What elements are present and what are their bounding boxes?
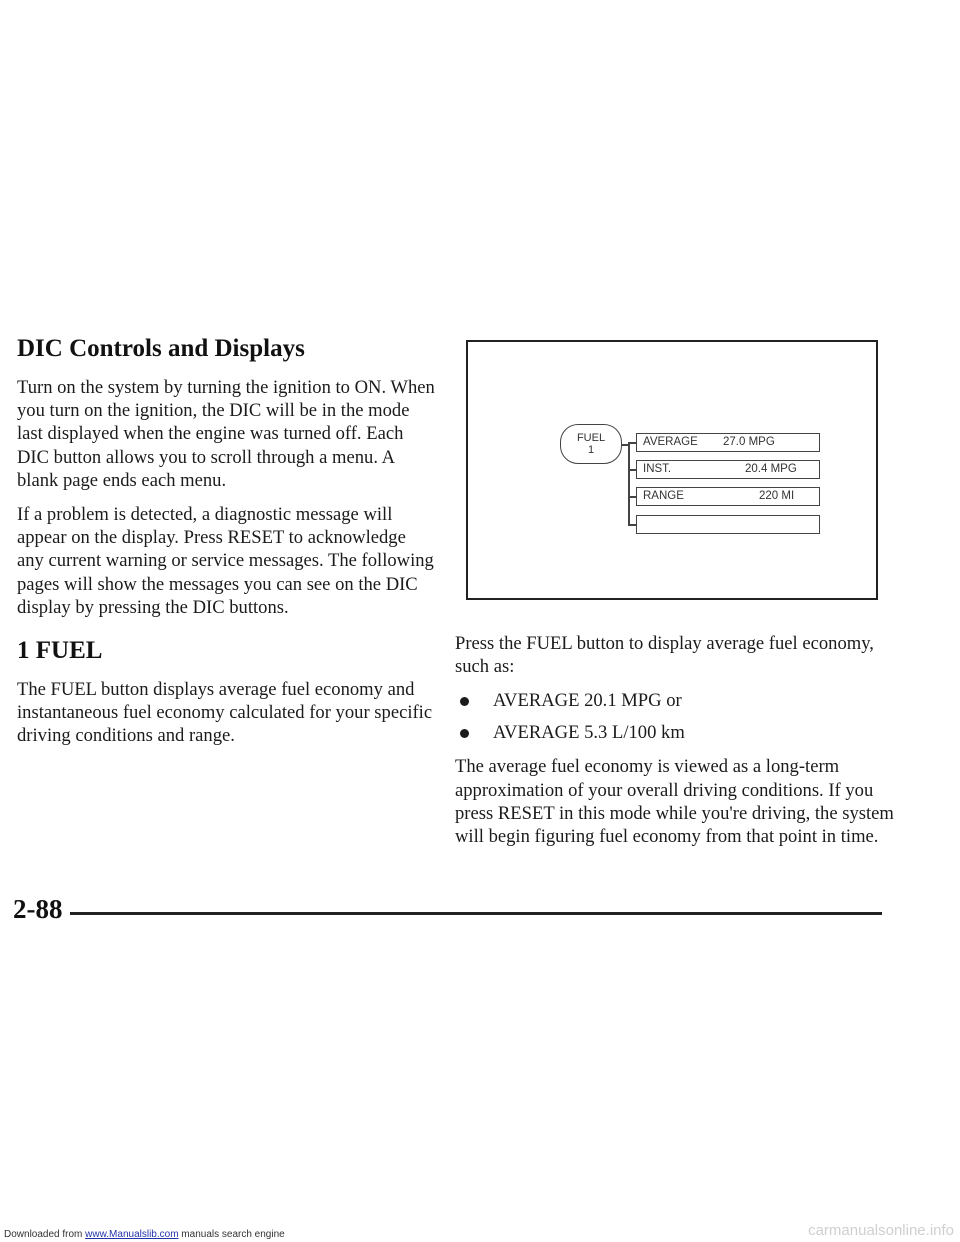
fuel-paragraph: The FUEL button displays average fuel economy and instantaneous fuel economy calculated for your specific driving conditions and range. (17, 679, 433, 747)
fuel-button-label: FUEL (576, 432, 606, 444)
diagnostic-paragraph: If a problem is detected, a diagnostic message will appear on the display. Press RESET to acknowledge any current warning or service messages. The following pages will show the messages you can see on the DIC display by pressing the DIC buttons. (17, 504, 434, 618)
display-label: RANGE (643, 490, 684, 502)
page-number: 2-88 (13, 894, 63, 924)
connector-branch (628, 524, 636, 526)
download-footer (4, 1229, 285, 1241)
list-item (455, 689, 895, 713)
connector-trunk (628, 442, 630, 525)
page-rule (70, 912, 882, 915)
display-value: 27.0 MPG (723, 436, 775, 448)
display-label: INST. (643, 463, 672, 475)
right-column (455, 632, 895, 859)
fuel-button-number: 1 (587, 444, 595, 456)
connector-branch (628, 496, 636, 498)
fuel-heading: 1 FUEL (17, 637, 103, 665)
bullet-icon (460, 729, 469, 738)
watermark: carmanualsonline.info (808, 1222, 954, 1239)
section-title: DIC Controls and Displays (17, 335, 305, 362)
display-value: 220 MI (759, 490, 795, 502)
footer-prefix: Downloaded from (4, 1229, 86, 1240)
connector-branch (628, 469, 636, 471)
display-range (636, 487, 820, 506)
footer-suffix: manuals search engine (178, 1229, 285, 1240)
left-column (17, 334, 437, 759)
display-value: 20.4 MPG (745, 463, 797, 475)
average-explanation-paragraph: The average fuel economy is viewed as a long-term approximation of your overall driving conditions. If you press RESET in this mode while you're driving, the system will begin figuring fuel economy from that point in time. (455, 756, 894, 848)
press-fuel-paragraph: Press the FUEL button to display average fuel economy, such as: (455, 633, 874, 678)
fuel-button-illustration (560, 424, 622, 464)
intro-paragraph: Turn on the system by turning the ignition to ON. When you turn on the ignition, the DIC will be in the mode last displayed when the engine was turned off. Each DIC button allows you to scroll through a menu. A blank page ends each menu. (17, 377, 435, 491)
list-item-text: AVERAGE 20.1 MPG or (493, 690, 682, 712)
fuel-example-list (455, 689, 895, 745)
list-item-text: AVERAGE 5.3 L/100 km (493, 722, 685, 744)
display-average (636, 433, 820, 452)
display-inst (636, 460, 820, 479)
manualslib-link[interactable]: www.Manualslib.com (85, 1229, 179, 1240)
connector-branch (628, 442, 636, 444)
bullet-icon (460, 697, 469, 706)
list-item (455, 721, 895, 745)
display-label: AVERAGE (643, 436, 698, 448)
display-blank (636, 515, 820, 534)
